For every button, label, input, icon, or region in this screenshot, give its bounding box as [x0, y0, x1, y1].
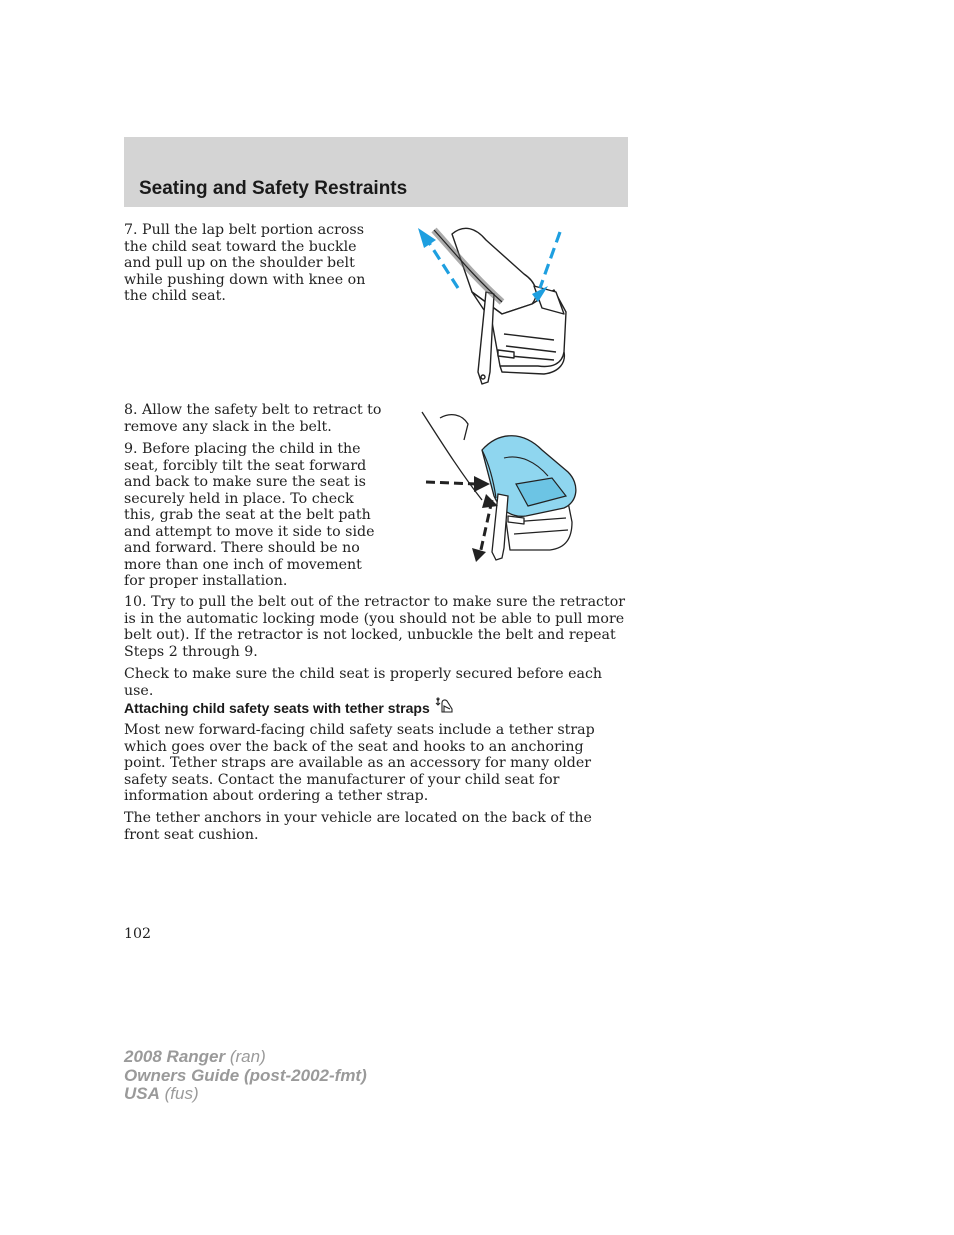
footer-market-code: (fus) [164, 1084, 199, 1103]
footer-guide: Owners Guide (post-2002-fmt) [124, 1065, 367, 1085]
step-8-text: 8. Allow the safety belt to retract to remove any slack in the belt. [124, 402, 382, 435]
step-10-text: 10. Try to pull the belt out of the retractor to make sure the retractor is in the automatic locking mode (you should not be able to pull more belt out). If the retractor is not locked, unbuckle the belt and repeat Steps 2 through 9. [124, 594, 626, 660]
tether-section-heading [124, 697, 456, 716]
tether-paragraph-2: The tether anchors in your vehicle are located on the back of the front seat cushion. [124, 810, 592, 843]
check-secured-text: Check to make sure the child seat is properly secured before each use. [124, 666, 603, 699]
footer-model-code: (ran) [229, 1047, 266, 1066]
child-seat-tether-icon [434, 697, 456, 715]
tether-heading-text: Attaching child safety seats with tether straps [124, 700, 430, 716]
page-number: 102 [124, 926, 152, 942]
section-title: Seating and Safety Restraints [139, 178, 408, 199]
document-footer [124, 1048, 367, 1104]
footer-line-3 [124, 1085, 367, 1104]
child-seat-movement-check-illustration [420, 410, 582, 566]
footer-model: 2008 Ranger [124, 1047, 226, 1066]
step-7-text: 7. Pull the lap belt portion across the child seat toward the buckle and pull up on the shoulder belt while pushing down with knee on the child seat. [124, 222, 366, 304]
footer-market: USA [124, 1084, 160, 1103]
tether-paragraph-1: Most new forward-facing child safety seats include a tether strap which goes over the back of the seat and hooks to an anchoring point. Tether straps are available as an accessory for many older safety seats. Contact the manufacturer of your child seat for information about ordering a tether strap. [124, 722, 595, 804]
footer-line-1 [124, 1048, 367, 1067]
child-seat-belt-tightening-illustration [414, 222, 574, 388]
footer-line-2 [124, 1067, 367, 1086]
step-9-text: 9. Before placing the child in the seat, forcibly tilt the seat forward and back to make sure the seat is securely held in place. To check this, grab the seat at the belt path and attempt to move it side to side and forward. There should be no more than one inch of movement for proper installation. [124, 441, 375, 589]
